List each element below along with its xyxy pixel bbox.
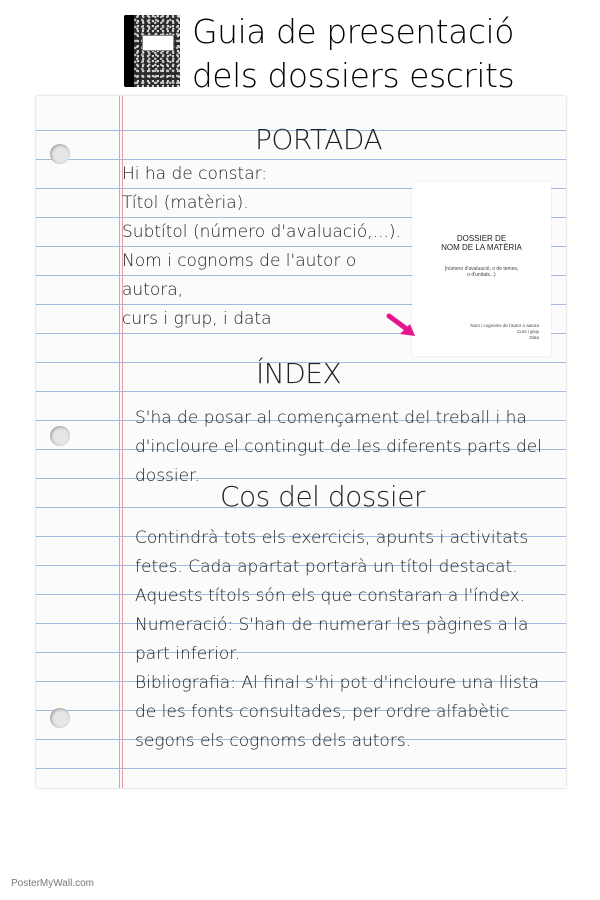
cover-example-author-block (470, 323, 539, 341)
portada-line: Hi ha de constar: (122, 164, 268, 184)
cover-example-title (412, 234, 551, 252)
title-line-2: dels dossiers escrits (191, 56, 515, 95)
cover-example-thumbnail (412, 182, 551, 356)
portada-heading: PORTADA (255, 123, 383, 156)
cover-subtitle-line-2: o d'unitats...) (467, 272, 496, 278)
portada-line: Subtítol (número d'avaluació,...). (122, 222, 401, 242)
cos-paragraph-numbering: Numeració: S'han de numerar les pàgines a la part inferior. (135, 615, 529, 664)
punch-hole (50, 708, 70, 728)
cover-course: Curs i grup (516, 329, 539, 334)
portada-line: autora, (122, 280, 184, 300)
page-title (188, 10, 518, 98)
cos-description (135, 524, 545, 756)
title-line-1: Guia de presentació (192, 12, 514, 51)
cover-example-subtitle (412, 266, 551, 278)
portada-line: curs i grup, i data (122, 309, 272, 329)
portada-requirements (122, 160, 402, 334)
index-heading: ÍNDEX (256, 357, 342, 390)
pointer-arrow-icon (386, 312, 416, 338)
cos-paragraph-contents: Contindrà tots els exercicis, apunts i activitats fetes. Cada apartat portarà un títol destacat. Aquests títols són els que constaran a l'índex. (135, 528, 529, 606)
composition-notebook-icon (124, 15, 180, 87)
cover-title-line-1: DOSSIER DE (456, 234, 507, 243)
footer-credit: PosterMyWall.com (11, 878, 94, 889)
cover-title-line-2: NOM DE LA MATÈRIA (441, 243, 522, 252)
portada-line: Nom i cognoms de l'autor o (122, 251, 357, 271)
cover-date: Data (529, 335, 539, 340)
punch-hole (50, 426, 70, 446)
portada-line: Títol (matèria). (122, 193, 249, 213)
margin-line (119, 96, 120, 788)
cos-paragraph-bibliography: Bibliografia: Al final s'hi pot d'incloure una llista de les fonts consultades, per ordre alfabètic segons els cognoms dels autors. (135, 673, 539, 751)
cover-author: Nom i cognoms de l'autor o autora (470, 323, 539, 328)
cover-subtitle-line-1: (número d'avaluació, o de temes, (444, 266, 519, 272)
punch-hole (50, 144, 70, 164)
index-description: S'ha de posar al començament del treball i ha d'incloure el contingut de les diferents parts del dossier. (135, 408, 542, 486)
cos-heading: Cos del dossier (220, 480, 425, 513)
